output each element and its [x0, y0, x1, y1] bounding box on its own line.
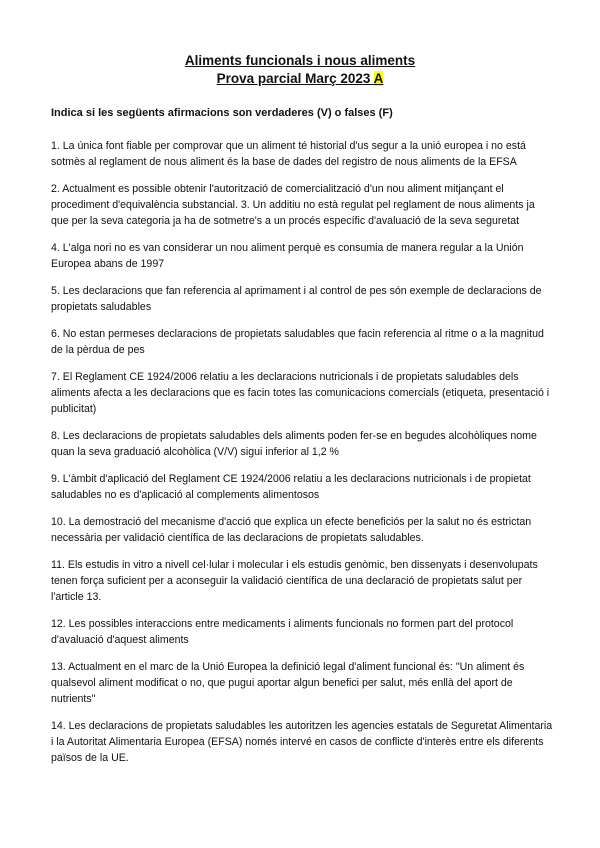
- question-list: [51, 138, 553, 777]
- question-item: 8. Les declaracions de propietats saludables dels aliments poden fer-se en begudes alcohòliques nome quan la seva graduació alcohòlica (V/V) sigui inferior al 1,2 %: [51, 430, 537, 458]
- title-line-1: Aliments funcionals i nous aliments: [184, 53, 416, 68]
- question-item: 4. L'alga nori no es van considerar un nou aliment perquè es consumia de manera regular a la Unión Europea abans de 1997: [51, 242, 524, 270]
- question-item: 12. Les possibles interaccions entre medicaments i aliments funcionals no formen part del protocol d'avaluació d'aquest aliments: [51, 618, 514, 646]
- question-item: 14. Les declaracions de propietats saludables les autoritzen les agencies estatals de Seguretat Alimentaria i la Autoritat Alimentaria Europea (EFSA) només intervé en casos de conflicte d'interès entre els diferents països de la UE.: [51, 720, 553, 764]
- exam-variant-badge: A: [373, 71, 384, 86]
- question-item: 1. La única font fiable per comprovar que un aliment té historial d'us segur a la unió europea i no está sotmès al reglament de nous aliment és la base de dades del registro de nous aliments de la EFSA: [51, 140, 526, 168]
- question-item: 6. No estan permeses declaracions de propietats saludables que facin referencia al ritme o a la magnitud de la pèrdua de pes: [51, 328, 544, 356]
- question-item: 5. Les declaracions que fan referencia al aprimament i al control de pes són exemple de declaracions de propietats saludables: [51, 285, 542, 313]
- instruction-text: Indica si les següents afirmacions son verdaderes (V) o falses (F): [51, 107, 393, 119]
- title-line-2-text: Prova parcial Març 2023: [216, 71, 374, 86]
- question-item: 11. Els estudis in vitro a nivell cel·lular i molecular i els estudis genòmic, ben dissenyats i desenvolupats tenen força suficient per a aconseguir la validació científica de una declaració de propietats salut per l'article 13.: [51, 559, 538, 603]
- question-item: 10. La demostració del mecanisme d'acció que explica un efecte beneficiós per la salut no és estrictan necessària per validació científica de las declaracions de propietats saludables.: [51, 516, 532, 544]
- question-item: 7. El Reglament CE 1924/2006 relatiu a les declaracions nutricionals i de propietats saludables dels aliments afecta a les declaracions que es facin totes las comunicacions comercials (etiqueta, presentació i publicitat): [51, 371, 550, 415]
- title-block: [0, 52, 600, 88]
- question-item: 9. L'àmbit d'aplicació del Reglament CE 1924/2006 relatiu a les declaracions nutricionals i de propietat saludables no es d'aplicació al complements alimentosos: [51, 473, 531, 501]
- title-line-2: [0, 70, 600, 88]
- question-item: 2. Actualment es possible obtenir l'autorització de comercialització d'un nou aliment mitjançant el procediment d'equivalència substancial. 3. Un additiu no està regulat pel reglament de nous aliments ja que per la seva categoria ja ha de sotmetre's a un procés específic d'avaluació de la seva seguretat: [51, 183, 535, 227]
- question-item: 13. Actualment en el marc de la Unió Europea la definició legal d'aliment funcional és: "Un aliment és qualsevol aliment modificat o no, que pugui aportar algun benefici per salut, més enllà del aport de nutrients": [51, 661, 525, 705]
